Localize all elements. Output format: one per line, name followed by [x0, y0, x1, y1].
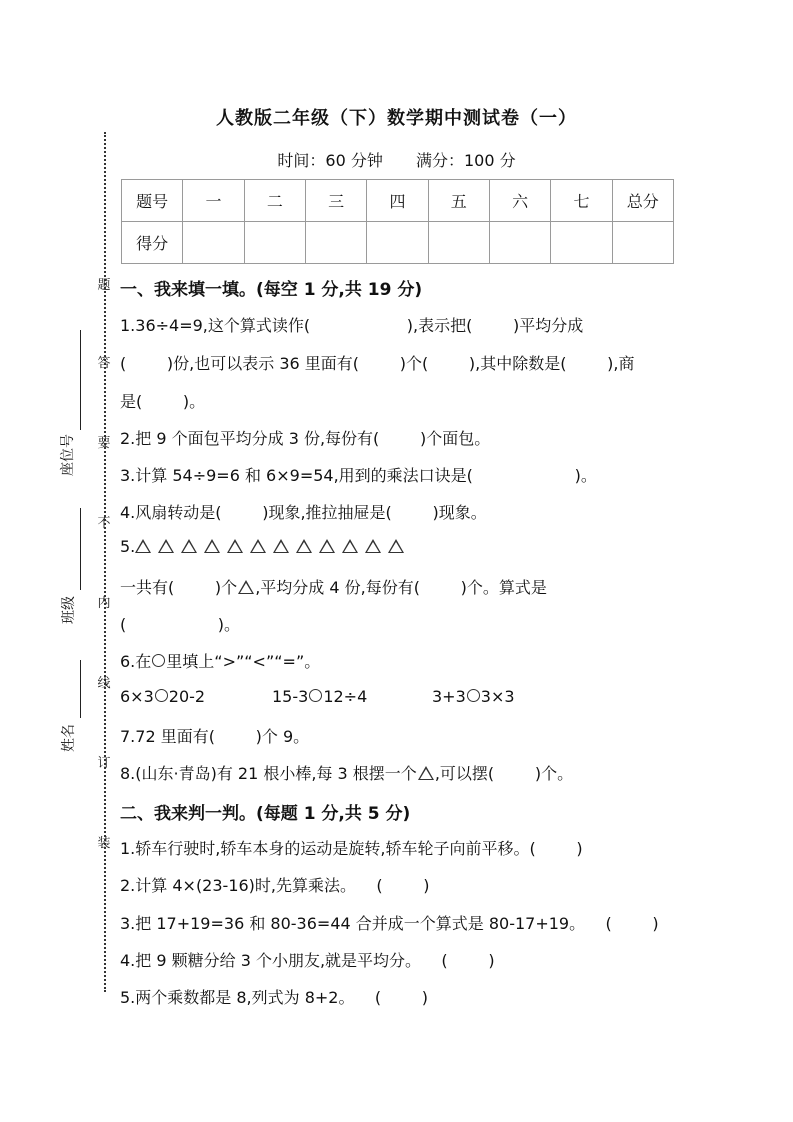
question-6-expression-1 [120, 687, 205, 706]
score-header-cell: 三 [305, 180, 366, 222]
question-7: 7.72 里面有( )个 9。 [120, 727, 310, 746]
circle-icon [152, 654, 165, 667]
question-6-expression-3 [432, 687, 515, 706]
triangle-icon [181, 539, 197, 553]
question-8-text-b: ,可以摆( )个。 [434, 764, 574, 783]
triangle-icon [319, 539, 335, 553]
question-8-text-a: 8.(山东·青岛)有 21 根小棒,每 3 根摆一个 [120, 764, 417, 783]
compare-circle-input[interactable] [155, 689, 168, 702]
expr-left: 3+3 [432, 687, 466, 706]
expr-right: 3×3 [480, 687, 515, 706]
score-table-score-row [122, 222, 674, 264]
question-5-text-a: 一共有( )个 [120, 578, 238, 597]
exam-time: 时间：60 分钟 [277, 151, 383, 170]
score-cell[interactable] [367, 222, 428, 264]
margin-char-da: 答 [97, 356, 111, 371]
triangle-icon [158, 539, 174, 553]
binding-dotted-line [104, 132, 106, 992]
score-table [121, 179, 674, 264]
score-cell[interactable] [244, 222, 305, 264]
class-label: 班级 [61, 596, 77, 624]
question-2: 2.把 9 个面包平均分成 3 份,每份有( )个面包。 [120, 429, 491, 448]
question-6-expression-2 [272, 687, 367, 706]
judge-question-2: 2.计算 4×(23-16)时,先算乘法。 ( ) [120, 876, 430, 895]
margin-char-xian: 线 [97, 676, 111, 691]
question-1-line-1: 1.36÷4=9,这个算式读作( ),表示把( )平均分成 [120, 316, 584, 335]
triangle-icon [204, 539, 220, 553]
question-5-line-2 [120, 575, 547, 598]
judge-question-1: 1.轿车行驶时,轿车本身的运动是旋转,轿车轮子向前平移。( ) [120, 839, 583, 858]
score-header-cell: 五 [428, 180, 489, 222]
margin-char-yao: 要 [97, 436, 111, 451]
exam-full-score: 满分：100 分 [415, 151, 516, 170]
score-cell[interactable] [551, 222, 612, 264]
question-8 [120, 761, 573, 784]
triangle-icon [342, 539, 358, 553]
triangle-icon [365, 539, 381, 553]
triangle-icon [227, 539, 243, 553]
question-1-line-3: 是( )。 [120, 392, 206, 411]
score-header-cell: 一 [183, 180, 244, 222]
score-header-cell: 七 [551, 180, 612, 222]
triangle-icon [273, 539, 289, 553]
triangle-icon [296, 539, 312, 553]
score-table-header-row [122, 180, 674, 222]
question-4: 4.风扇转动是( )现象,推拉抽屉是( )现象。 [120, 503, 487, 522]
page-title: 人教版二年级（下）数学期中测试卷（一） [216, 108, 577, 129]
score-header-cell: 题号 [122, 180, 183, 222]
margin-char-ding: 订 [97, 756, 111, 771]
triangle-icon [250, 539, 266, 553]
expr-right: 20-2 [168, 687, 206, 706]
judge-question-5: 5.两个乘数都是 8,列式为 8+2。 ( ) [120, 988, 428, 1007]
seat-number-blank[interactable] [80, 330, 81, 430]
exam-meta [0, 148, 793, 171]
triangle-icon [388, 539, 404, 553]
expr-left: 15-3 [272, 687, 309, 706]
question-6-text-a: 6.在 [120, 652, 152, 671]
score-header-cell: 二 [244, 180, 305, 222]
question-5-prefix: 5. [120, 537, 136, 556]
margin-char-bu: 不 [97, 516, 111, 531]
score-header-cell: 总分 [612, 180, 673, 222]
question-5-triangles [120, 537, 411, 556]
triangle-icon [418, 766, 434, 780]
question-3: 3.计算 54÷9=6 和 6×9=54,用到的乘法口诀是( )。 [120, 466, 597, 485]
triangle-icon [135, 539, 151, 553]
question-1-line-2: ( )份,也可以表示 36 里面有( )个( ),其中除数是( ),商 [120, 354, 635, 373]
margin-char-ti: 题 [97, 278, 111, 293]
score-cell[interactable] [183, 222, 244, 264]
name-blank[interactable] [80, 660, 81, 718]
score-cell[interactable] [612, 222, 673, 264]
score-header-cell: 六 [489, 180, 550, 222]
judge-question-4: 4.把 9 颗糖分给 3 个小朋友,就是平均分。 ( ) [120, 951, 495, 970]
question-6-instruction [120, 649, 320, 672]
margin-char-zhuang: 装 [97, 836, 111, 851]
section1-heading: 一、我来填一填。(每空 1 分,共 19 分) [120, 280, 423, 300]
score-cell[interactable] [428, 222, 489, 264]
compare-circle-input[interactable] [309, 689, 322, 702]
question-5-line-3: ( )。 [120, 615, 241, 634]
judge-question-3: 3.把 17+19=36 和 80-36=44 合并成一个算式是 80-17+19。 ( ) [120, 914, 659, 933]
question-5-text-b: ,平均分成 4 份,每份有( )个。算式是 [255, 578, 547, 597]
expr-left: 6×3 [120, 687, 154, 706]
section2-heading: 二、我来判一判。(每题 1 分,共 5 分) [120, 804, 411, 824]
score-cell[interactable] [305, 222, 366, 264]
compare-circle-input[interactable] [467, 689, 480, 702]
expr-right: 12÷4 [323, 687, 368, 706]
question-6-text-b: 里填上“>”“<”“=”。 [166, 652, 321, 671]
score-row-label: 得分 [122, 222, 183, 264]
triangle-icon [238, 580, 254, 594]
seat-number-label: 座位号 [60, 434, 76, 476]
name-label: 姓名 [61, 724, 77, 752]
margin-char-nei: 内 [97, 596, 111, 611]
score-cell[interactable] [489, 222, 550, 264]
score-header-cell: 四 [367, 180, 428, 222]
class-blank[interactable] [80, 508, 81, 590]
